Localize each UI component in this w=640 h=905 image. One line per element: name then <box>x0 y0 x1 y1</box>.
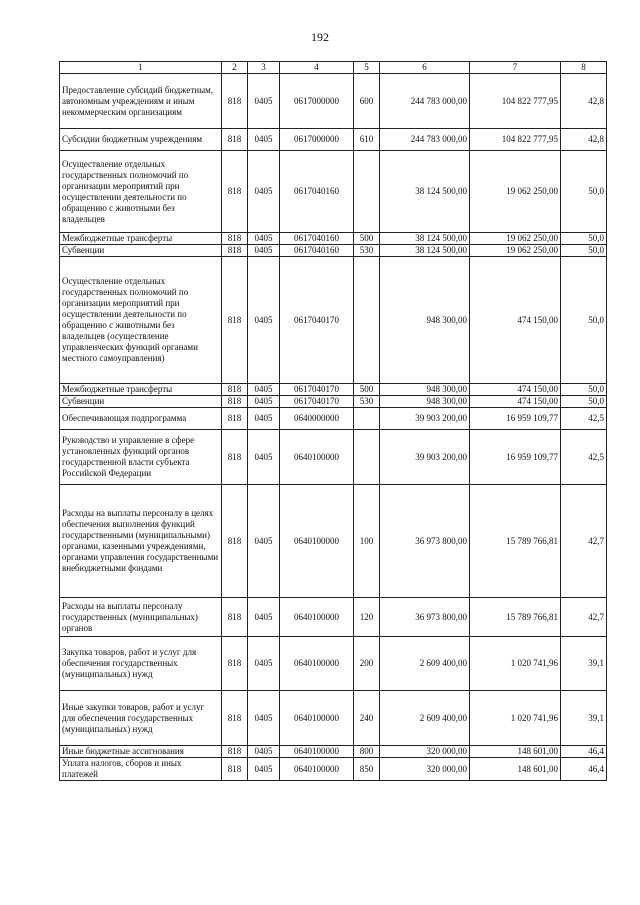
table-row <box>60 637 607 691</box>
row-target-cell: 0640100000 <box>280 746 354 758</box>
row-actual-cell: 19 062 250,00 <box>470 151 561 233</box>
row-name-cell: Уплата налогов, сборов и иных платежей <box>60 758 222 781</box>
column-header: 1 <box>60 62 222 74</box>
row-actual-cell: 1 020 741,96 <box>470 691 561 746</box>
row-name-cell: Предоставление субсидий бюджетным, автономным учреждениям и иным некоммерческим организациям <box>60 74 222 129</box>
row-code-cell: 818 <box>222 384 248 396</box>
row-section-cell: 0405 <box>248 691 280 746</box>
row-name-cell: Руководство и управление в сфере установленных функций органов государственной власти субъекта Российской Федерации <box>60 430 222 485</box>
table-row <box>60 485 607 598</box>
row-code-cell: 818 <box>222 746 248 758</box>
row-percent-cell: 42,8 <box>561 74 607 129</box>
row-actual-cell: 474 150,00 <box>470 257 561 384</box>
budget-table <box>59 61 607 781</box>
row-percent-cell: 39,1 <box>561 691 607 746</box>
row-plan-cell: 39 903 200,00 <box>380 430 470 485</box>
table-row <box>60 129 607 151</box>
row-code-cell: 818 <box>222 233 248 245</box>
table-row <box>60 598 607 637</box>
row-type-cell: 800 <box>354 746 380 758</box>
table-row <box>60 151 607 233</box>
row-actual-cell: 19 062 250,00 <box>470 233 561 245</box>
row-percent-cell: 42,5 <box>561 408 607 430</box>
table-row <box>60 396 607 408</box>
row-plan-cell: 948 300,00 <box>380 257 470 384</box>
row-name-cell: Расходы на выплаты персоналу в целях обеспечения выполнения функций государственными (муниципальными) органами, казенными учреждениями, органами управления государственными внебюджетными фондами <box>60 485 222 598</box>
row-name-cell: Иные бюджетные ассигнования <box>60 746 222 758</box>
row-actual-cell: 474 150,00 <box>470 384 561 396</box>
row-percent-cell: 50,0 <box>561 245 607 257</box>
row-section-cell: 0405 <box>248 758 280 781</box>
row-percent-cell: 46,4 <box>561 746 607 758</box>
row-name-cell: Межбюджетные трансферты <box>60 233 222 245</box>
row-code-cell: 818 <box>222 74 248 129</box>
row-plan-cell: 320 000,00 <box>380 746 470 758</box>
row-name-cell: Осуществление отдельных государственных полномочий по организации мероприятий при осуществлении деятельности по обращению с животными без владельцев <box>60 151 222 233</box>
row-type-cell: 610 <box>354 129 380 151</box>
table-row <box>60 233 607 245</box>
row-target-cell: 0640100000 <box>280 758 354 781</box>
row-type-cell <box>354 257 380 384</box>
row-type-cell: 200 <box>354 637 380 691</box>
row-plan-cell: 244 783 000,00 <box>380 74 470 129</box>
row-name-cell: Субсидии бюджетным учреждениям <box>60 129 222 151</box>
row-target-cell: 0617000000 <box>280 129 354 151</box>
row-actual-cell: 148 601,00 <box>470 746 561 758</box>
row-section-cell: 0405 <box>248 637 280 691</box>
row-percent-cell: 50,0 <box>561 257 607 384</box>
row-plan-cell: 39 903 200,00 <box>380 408 470 430</box>
row-section-cell: 0405 <box>248 384 280 396</box>
row-code-cell: 818 <box>222 430 248 485</box>
row-target-cell: 0640100000 <box>280 691 354 746</box>
row-type-cell: 500 <box>354 233 380 245</box>
row-plan-cell: 2 609 400,00 <box>380 637 470 691</box>
table-row <box>60 758 607 781</box>
row-plan-cell: 38 124 500,00 <box>380 245 470 257</box>
row-name-cell: Субвенции <box>60 396 222 408</box>
row-plan-cell: 948 300,00 <box>380 396 470 408</box>
row-section-cell: 0405 <box>248 430 280 485</box>
row-section-cell: 0405 <box>248 233 280 245</box>
row-type-cell <box>354 430 380 485</box>
table-row <box>60 408 607 430</box>
row-percent-cell: 50,0 <box>561 396 607 408</box>
row-name-cell: Закупка товаров, работ и услуг для обеспечения государственных (муниципальных) нужд <box>60 637 222 691</box>
column-header: 4 <box>280 62 354 74</box>
row-plan-cell: 38 124 500,00 <box>380 233 470 245</box>
row-type-cell: 500 <box>354 384 380 396</box>
header-row <box>60 62 607 74</box>
row-code-cell: 818 <box>222 129 248 151</box>
column-header: 6 <box>380 62 470 74</box>
row-actual-cell: 1 020 741,96 <box>470 637 561 691</box>
row-code-cell: 818 <box>222 245 248 257</box>
row-section-cell: 0405 <box>248 129 280 151</box>
row-section-cell: 0405 <box>248 598 280 637</box>
row-section-cell: 0405 <box>248 485 280 598</box>
row-plan-cell: 2 609 400,00 <box>380 691 470 746</box>
row-actual-cell: 15 789 766,81 <box>470 598 561 637</box>
row-code-cell: 818 <box>222 396 248 408</box>
row-name-cell: Иные закупки товаров, работ и услуг для обеспечения государственных (муниципальных) нужд <box>60 691 222 746</box>
row-type-cell <box>354 151 380 233</box>
row-section-cell: 0405 <box>248 245 280 257</box>
row-plan-cell: 38 124 500,00 <box>380 151 470 233</box>
row-percent-cell: 50,0 <box>561 384 607 396</box>
column-header: 2 <box>222 62 248 74</box>
row-code-cell: 818 <box>222 691 248 746</box>
row-percent-cell: 50,0 <box>561 151 607 233</box>
row-type-cell <box>354 408 380 430</box>
row-percent-cell: 42,7 <box>561 485 607 598</box>
table-row <box>60 746 607 758</box>
row-plan-cell: 36 973 800,00 <box>380 598 470 637</box>
row-target-cell: 0640100000 <box>280 637 354 691</box>
row-section-cell: 0405 <box>248 396 280 408</box>
row-type-cell: 120 <box>354 598 380 637</box>
row-type-cell: 850 <box>354 758 380 781</box>
row-percent-cell: 42,8 <box>561 129 607 151</box>
row-actual-cell: 104 822 777,95 <box>470 129 561 151</box>
row-target-cell: 0640000000 <box>280 408 354 430</box>
row-target-cell: 0617040160 <box>280 245 354 257</box>
table-body <box>60 74 607 781</box>
column-header: 5 <box>354 62 380 74</box>
row-percent-cell: 50,0 <box>561 233 607 245</box>
column-header: 7 <box>470 62 561 74</box>
column-header: 8 <box>561 62 607 74</box>
row-section-cell: 0405 <box>248 151 280 233</box>
row-actual-cell: 19 062 250,00 <box>470 245 561 257</box>
row-target-cell: 0640100000 <box>280 430 354 485</box>
row-code-cell: 818 <box>222 257 248 384</box>
row-actual-cell: 16 959 109,77 <box>470 408 561 430</box>
row-type-cell: 100 <box>354 485 380 598</box>
row-code-cell: 818 <box>222 151 248 233</box>
table-row <box>60 245 607 257</box>
page-number: 192 <box>311 30 329 44</box>
row-section-cell: 0405 <box>248 408 280 430</box>
row-target-cell: 0617040160 <box>280 233 354 245</box>
row-target-cell: 0617040160 <box>280 151 354 233</box>
table-row <box>60 384 607 396</box>
row-type-cell: 240 <box>354 691 380 746</box>
row-target-cell: 0640100000 <box>280 485 354 598</box>
row-type-cell: 600 <box>354 74 380 129</box>
row-target-cell: 0640100000 <box>280 598 354 637</box>
table-row <box>60 257 607 384</box>
row-actual-cell: 104 822 777,95 <box>470 74 561 129</box>
row-target-cell: 0617040170 <box>280 257 354 384</box>
row-plan-cell: 948 300,00 <box>380 384 470 396</box>
row-section-cell: 0405 <box>248 257 280 384</box>
row-code-cell: 818 <box>222 598 248 637</box>
row-code-cell: 818 <box>222 485 248 598</box>
column-header: 3 <box>248 62 280 74</box>
table-row <box>60 691 607 746</box>
row-target-cell: 0617000000 <box>280 74 354 129</box>
row-type-cell: 530 <box>354 245 380 257</box>
row-percent-cell: 42,5 <box>561 430 607 485</box>
row-percent-cell: 42,7 <box>561 598 607 637</box>
row-percent-cell: 39,1 <box>561 637 607 691</box>
row-actual-cell: 474 150,00 <box>470 396 561 408</box>
row-actual-cell: 15 789 766,81 <box>470 485 561 598</box>
row-plan-cell: 320 000,00 <box>380 758 470 781</box>
row-name-cell: Осуществление отдельных государственных полномочий по организации мероприятий при осуществлении деятельности по обращению с животными без владельцев (осуществление управленческих функций органами местного самоуправления) <box>60 257 222 384</box>
row-name-cell: Обеспечивающая подпрограмма <box>60 408 222 430</box>
row-target-cell: 0617040170 <box>280 396 354 408</box>
row-name-cell: Расходы на выплаты персоналу государственных (муниципальных) органов <box>60 598 222 637</box>
row-target-cell: 0617040170 <box>280 384 354 396</box>
row-name-cell: Межбюджетные трансферты <box>60 384 222 396</box>
row-actual-cell: 16 959 109,77 <box>470 430 561 485</box>
row-type-cell: 530 <box>354 396 380 408</box>
row-plan-cell: 244 783 000,00 <box>380 129 470 151</box>
row-name-cell: Субвенции <box>60 245 222 257</box>
row-section-cell: 0405 <box>248 74 280 129</box>
row-code-cell: 818 <box>222 637 248 691</box>
row-percent-cell: 46,4 <box>561 758 607 781</box>
row-code-cell: 818 <box>222 408 248 430</box>
row-actual-cell: 148 601,00 <box>470 758 561 781</box>
row-code-cell: 818 <box>222 758 248 781</box>
table-row <box>60 74 607 129</box>
table-row <box>60 430 607 485</box>
row-section-cell: 0405 <box>248 746 280 758</box>
row-plan-cell: 36 973 800,00 <box>380 485 470 598</box>
